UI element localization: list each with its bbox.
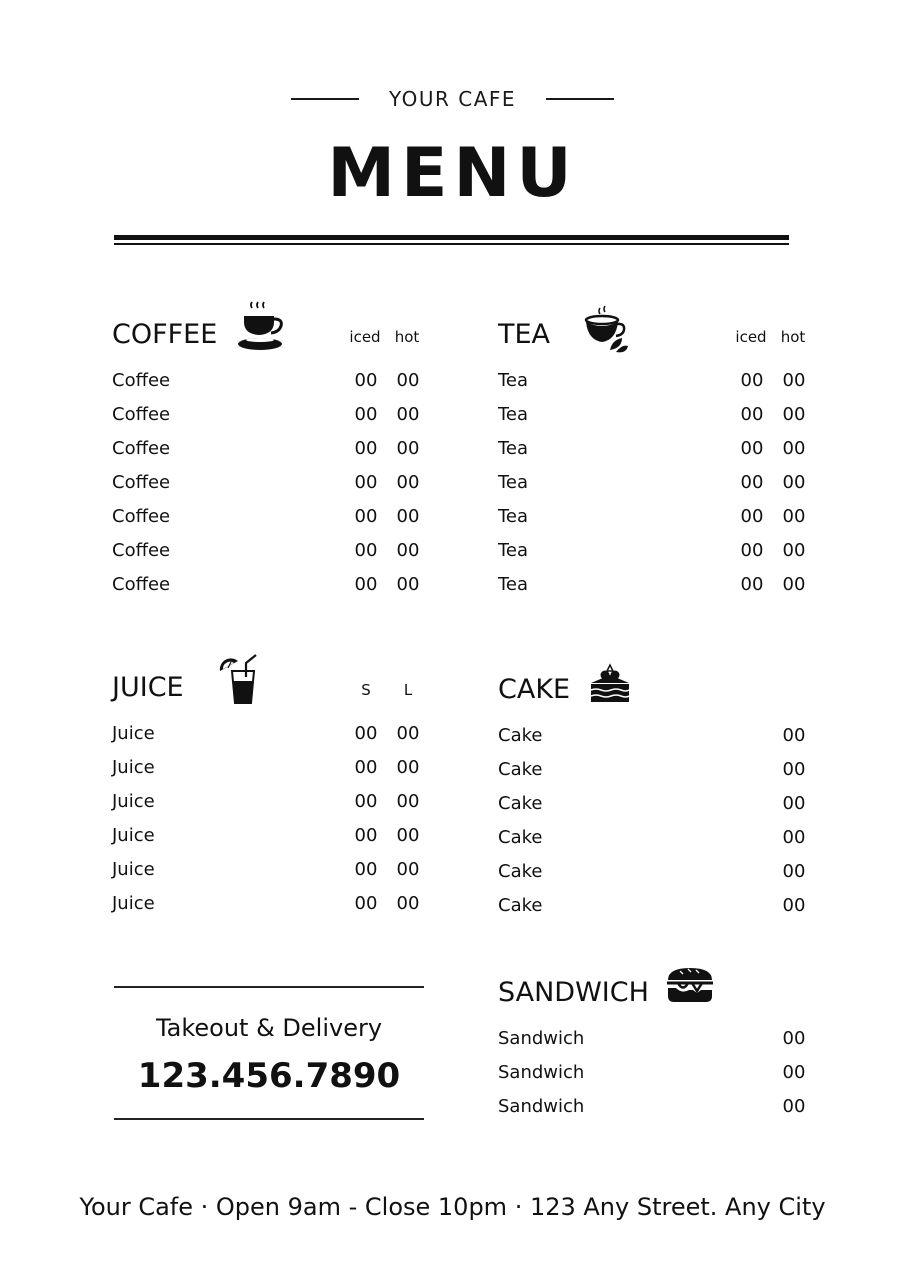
footer-info: Your Cafe · Open 9am - Close 10pm · 123 Any Street. Any City bbox=[79, 1193, 826, 1221]
menu-item bbox=[112, 432, 422, 466]
item-price-small: 00 bbox=[354, 893, 378, 914]
item-price-iced: 00 bbox=[354, 370, 378, 391]
item-price-hot: 00 bbox=[396, 472, 420, 493]
menu-item bbox=[498, 534, 808, 568]
column-header-large: L bbox=[403, 681, 413, 699]
section-cake bbox=[498, 655, 808, 923]
item-name: Cake bbox=[498, 725, 543, 746]
item-price-large: 00 bbox=[396, 859, 420, 880]
item-name: Tea bbox=[498, 540, 529, 561]
column-header-hot: hot bbox=[780, 328, 806, 346]
menu-item bbox=[498, 398, 808, 432]
item-list bbox=[498, 719, 808, 923]
coffee-cup-icon bbox=[236, 300, 288, 352]
item-price-hot: 00 bbox=[782, 438, 806, 459]
menu-item bbox=[112, 717, 422, 751]
juice-glass-icon bbox=[218, 653, 266, 705]
section-title: CAKE bbox=[498, 674, 571, 705]
section-header bbox=[112, 300, 422, 350]
item-price-iced: 00 bbox=[740, 370, 764, 391]
section-header bbox=[498, 655, 808, 705]
section-sandwich bbox=[498, 958, 808, 1124]
item-name: Coffee bbox=[112, 404, 171, 425]
contact-phone[interactable]: 123.456.7890 bbox=[137, 1056, 401, 1096]
menu-item bbox=[498, 466, 808, 500]
section-tea bbox=[498, 300, 808, 602]
section-juice bbox=[112, 653, 422, 921]
item-price-hot: 00 bbox=[396, 506, 420, 527]
menu-item bbox=[498, 855, 808, 889]
item-name: Tea bbox=[498, 574, 529, 595]
item-price-large: 00 bbox=[396, 825, 420, 846]
section-coffee bbox=[112, 300, 422, 602]
item-name: Coffee bbox=[112, 370, 171, 391]
item-price: 00 bbox=[782, 793, 806, 814]
item-price-iced: 00 bbox=[740, 506, 764, 527]
item-price-iced: 00 bbox=[354, 438, 378, 459]
item-name: Juice bbox=[112, 723, 155, 744]
item-name: Tea bbox=[498, 506, 529, 527]
cake-slice-icon bbox=[590, 663, 630, 703]
item-price-small: 00 bbox=[354, 791, 378, 812]
contact-label: Takeout & Delivery bbox=[155, 1014, 383, 1042]
item-name: Tea bbox=[498, 472, 529, 493]
item-name: Juice bbox=[112, 893, 155, 914]
section-header bbox=[112, 653, 422, 703]
item-name: Cake bbox=[498, 759, 543, 780]
item-price: 00 bbox=[782, 827, 806, 848]
item-price: 00 bbox=[782, 759, 806, 780]
tea-cup-icon bbox=[584, 304, 630, 356]
menu-item bbox=[112, 853, 422, 887]
item-name: Cake bbox=[498, 895, 543, 916]
item-price-iced: 00 bbox=[354, 574, 378, 595]
item-list bbox=[498, 364, 808, 602]
item-name: Sandwich bbox=[498, 1028, 585, 1049]
menu-item bbox=[498, 889, 808, 923]
item-price-hot: 00 bbox=[396, 574, 420, 595]
item-price-hot: 00 bbox=[782, 540, 806, 561]
section-title: JUICE bbox=[112, 672, 184, 703]
menu-item bbox=[112, 819, 422, 853]
item-name: Coffee bbox=[112, 574, 171, 595]
item-price-hot: 00 bbox=[396, 540, 420, 561]
contact-rule-bottom bbox=[114, 1118, 424, 1120]
menu-item bbox=[112, 534, 422, 568]
item-name: Sandwich bbox=[498, 1096, 585, 1117]
item-price-iced: 00 bbox=[354, 506, 378, 527]
item-name: Tea bbox=[498, 404, 529, 425]
menu-item bbox=[498, 500, 808, 534]
menu-item bbox=[112, 887, 422, 921]
item-price-hot: 00 bbox=[782, 404, 806, 425]
menu-item bbox=[498, 1090, 808, 1124]
item-price-hot: 00 bbox=[782, 472, 806, 493]
menu-item bbox=[498, 1022, 808, 1056]
section-header bbox=[498, 958, 808, 1008]
item-price-iced: 00 bbox=[354, 404, 378, 425]
item-list bbox=[498, 1022, 808, 1124]
menu-item bbox=[112, 785, 422, 819]
item-price: 00 bbox=[782, 895, 806, 916]
menu-item bbox=[112, 568, 422, 602]
item-price-iced: 00 bbox=[740, 404, 764, 425]
item-name: Juice bbox=[112, 791, 155, 812]
item-price-small: 00 bbox=[354, 723, 378, 744]
item-price-large: 00 bbox=[396, 893, 420, 914]
item-price-small: 00 bbox=[354, 825, 378, 846]
section-title: SANDWICH bbox=[498, 977, 649, 1008]
item-price-hot: 00 bbox=[396, 370, 420, 391]
item-name: Coffee bbox=[112, 540, 171, 561]
section-title: TEA bbox=[498, 319, 551, 350]
item-name: Cake bbox=[498, 861, 543, 882]
item-name: Coffee bbox=[112, 472, 171, 493]
item-price: 00 bbox=[782, 861, 806, 882]
item-name: Tea bbox=[498, 438, 529, 459]
item-price-hot: 00 bbox=[396, 404, 420, 425]
item-price-large: 00 bbox=[396, 791, 420, 812]
menu-item bbox=[112, 466, 422, 500]
item-price-large: 00 bbox=[396, 757, 420, 778]
header-rule-thin bbox=[114, 243, 789, 245]
item-price-small: 00 bbox=[354, 757, 378, 778]
item-price-hot: 00 bbox=[782, 506, 806, 527]
menu-item bbox=[498, 568, 808, 602]
item-name: Juice bbox=[112, 757, 155, 778]
item-price: 00 bbox=[782, 1028, 806, 1049]
item-name: Cake bbox=[498, 793, 543, 814]
item-name: Coffee bbox=[112, 438, 171, 459]
menu-item bbox=[498, 364, 808, 398]
column-header-small: S bbox=[361, 681, 371, 699]
item-name: Tea bbox=[498, 370, 529, 391]
item-price: 00 bbox=[782, 1096, 806, 1117]
menu-item bbox=[498, 787, 808, 821]
column-header-hot: hot bbox=[394, 328, 420, 346]
item-price-iced: 00 bbox=[740, 438, 764, 459]
header-rule-thick bbox=[114, 235, 789, 240]
item-price: 00 bbox=[782, 725, 806, 746]
section-title: COFFEE bbox=[112, 319, 218, 350]
item-price: 00 bbox=[782, 1062, 806, 1083]
brand-row bbox=[0, 84, 905, 114]
contact-rule-top bbox=[114, 986, 424, 988]
item-name: Cake bbox=[498, 827, 543, 848]
item-price-hot: 00 bbox=[782, 574, 806, 595]
menu-title: MENU bbox=[327, 134, 578, 213]
menu-item bbox=[498, 1056, 808, 1090]
item-name: Juice bbox=[112, 859, 155, 880]
menu-item bbox=[498, 432, 808, 466]
menu-item bbox=[112, 398, 422, 432]
menu-item bbox=[112, 751, 422, 785]
menu-item bbox=[498, 821, 808, 855]
item-list bbox=[112, 717, 422, 921]
item-name: Sandwich bbox=[498, 1062, 585, 1083]
item-price-iced: 00 bbox=[354, 540, 378, 561]
brand-line-right bbox=[546, 98, 614, 100]
item-price-iced: 00 bbox=[740, 574, 764, 595]
item-name: Juice bbox=[112, 825, 155, 846]
menu-item bbox=[498, 719, 808, 753]
item-list bbox=[112, 364, 422, 602]
section-header bbox=[498, 300, 808, 350]
brand-name: YOUR CAFE bbox=[388, 87, 517, 111]
item-name: Coffee bbox=[112, 506, 171, 527]
menu-item bbox=[498, 753, 808, 787]
sandwich-icon bbox=[666, 966, 714, 1002]
item-price-large: 00 bbox=[396, 723, 420, 744]
item-price-iced: 00 bbox=[740, 472, 764, 493]
item-price-small: 00 bbox=[354, 859, 378, 880]
brand-line-left bbox=[291, 98, 359, 100]
item-price-hot: 00 bbox=[396, 438, 420, 459]
menu-item bbox=[112, 364, 422, 398]
item-price-iced: 00 bbox=[354, 472, 378, 493]
column-header-iced: iced bbox=[735, 328, 767, 346]
menu-item bbox=[112, 500, 422, 534]
item-price-iced: 00 bbox=[740, 540, 764, 561]
column-header-iced: iced bbox=[349, 328, 381, 346]
item-price-hot: 00 bbox=[782, 370, 806, 391]
